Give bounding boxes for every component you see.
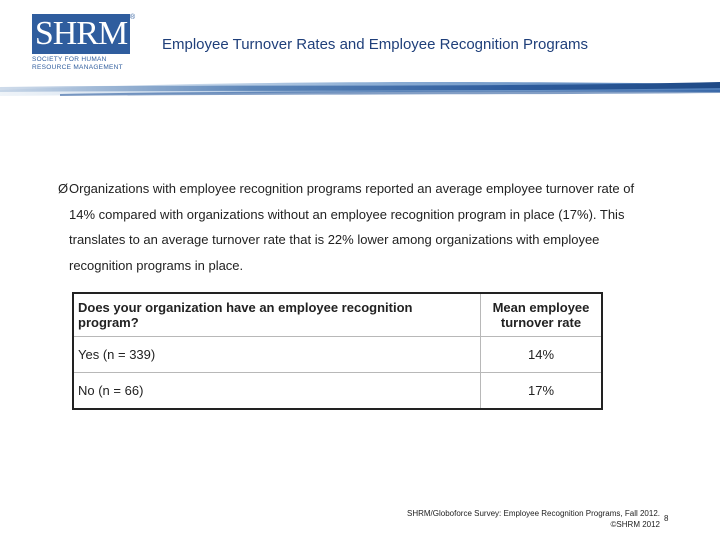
bullet-point [58, 176, 658, 278]
logo-subtitle-line1: SOCIETY FOR HUMAN [32, 56, 107, 63]
row-value: 17% [481, 373, 603, 410]
source-footer [360, 509, 660, 530]
row-label: No (n = 66) [73, 373, 481, 410]
row-label: Yes (n = 339) [73, 337, 481, 373]
page-number: 8 [664, 514, 669, 523]
table-row [73, 373, 602, 410]
shrm-logo [32, 14, 136, 76]
bullet-arrow-icon: Ø [58, 181, 69, 196]
slide-title: Employee Turnover Rates and Employee Recognition Programs [162, 36, 589, 53]
logo-wordmark: SHRM [32, 14, 130, 54]
table-header-row [73, 293, 602, 337]
registered-mark: ® [130, 14, 136, 21]
header-turnover-rate: Mean employee turnover rate [481, 293, 603, 337]
bullet-text: Organizations with employee recognition programs reported an average employee turnover rate of 14% compared with organizations without an employee recognition program in place (17%). This translates to an average turnover rate that is 22% lower among organizations with employee recognition programs in place. [69, 181, 635, 273]
logo-subtitle-line2: RESOURCE MANAGEMENT [32, 64, 123, 71]
row-value: 14% [481, 337, 603, 373]
recognition-turnover-table [72, 292, 603, 410]
header-question: Does your organization have an employee recognition program? [73, 293, 481, 337]
copyright: ©SHRM 2012 [610, 519, 660, 529]
table-row [73, 337, 602, 373]
header-banner [0, 78, 720, 100]
source-citation: SHRM/Globoforce Survey: Employee Recognition Programs, Fall 2012. [407, 509, 660, 518]
logo-subtitle [32, 56, 136, 72]
